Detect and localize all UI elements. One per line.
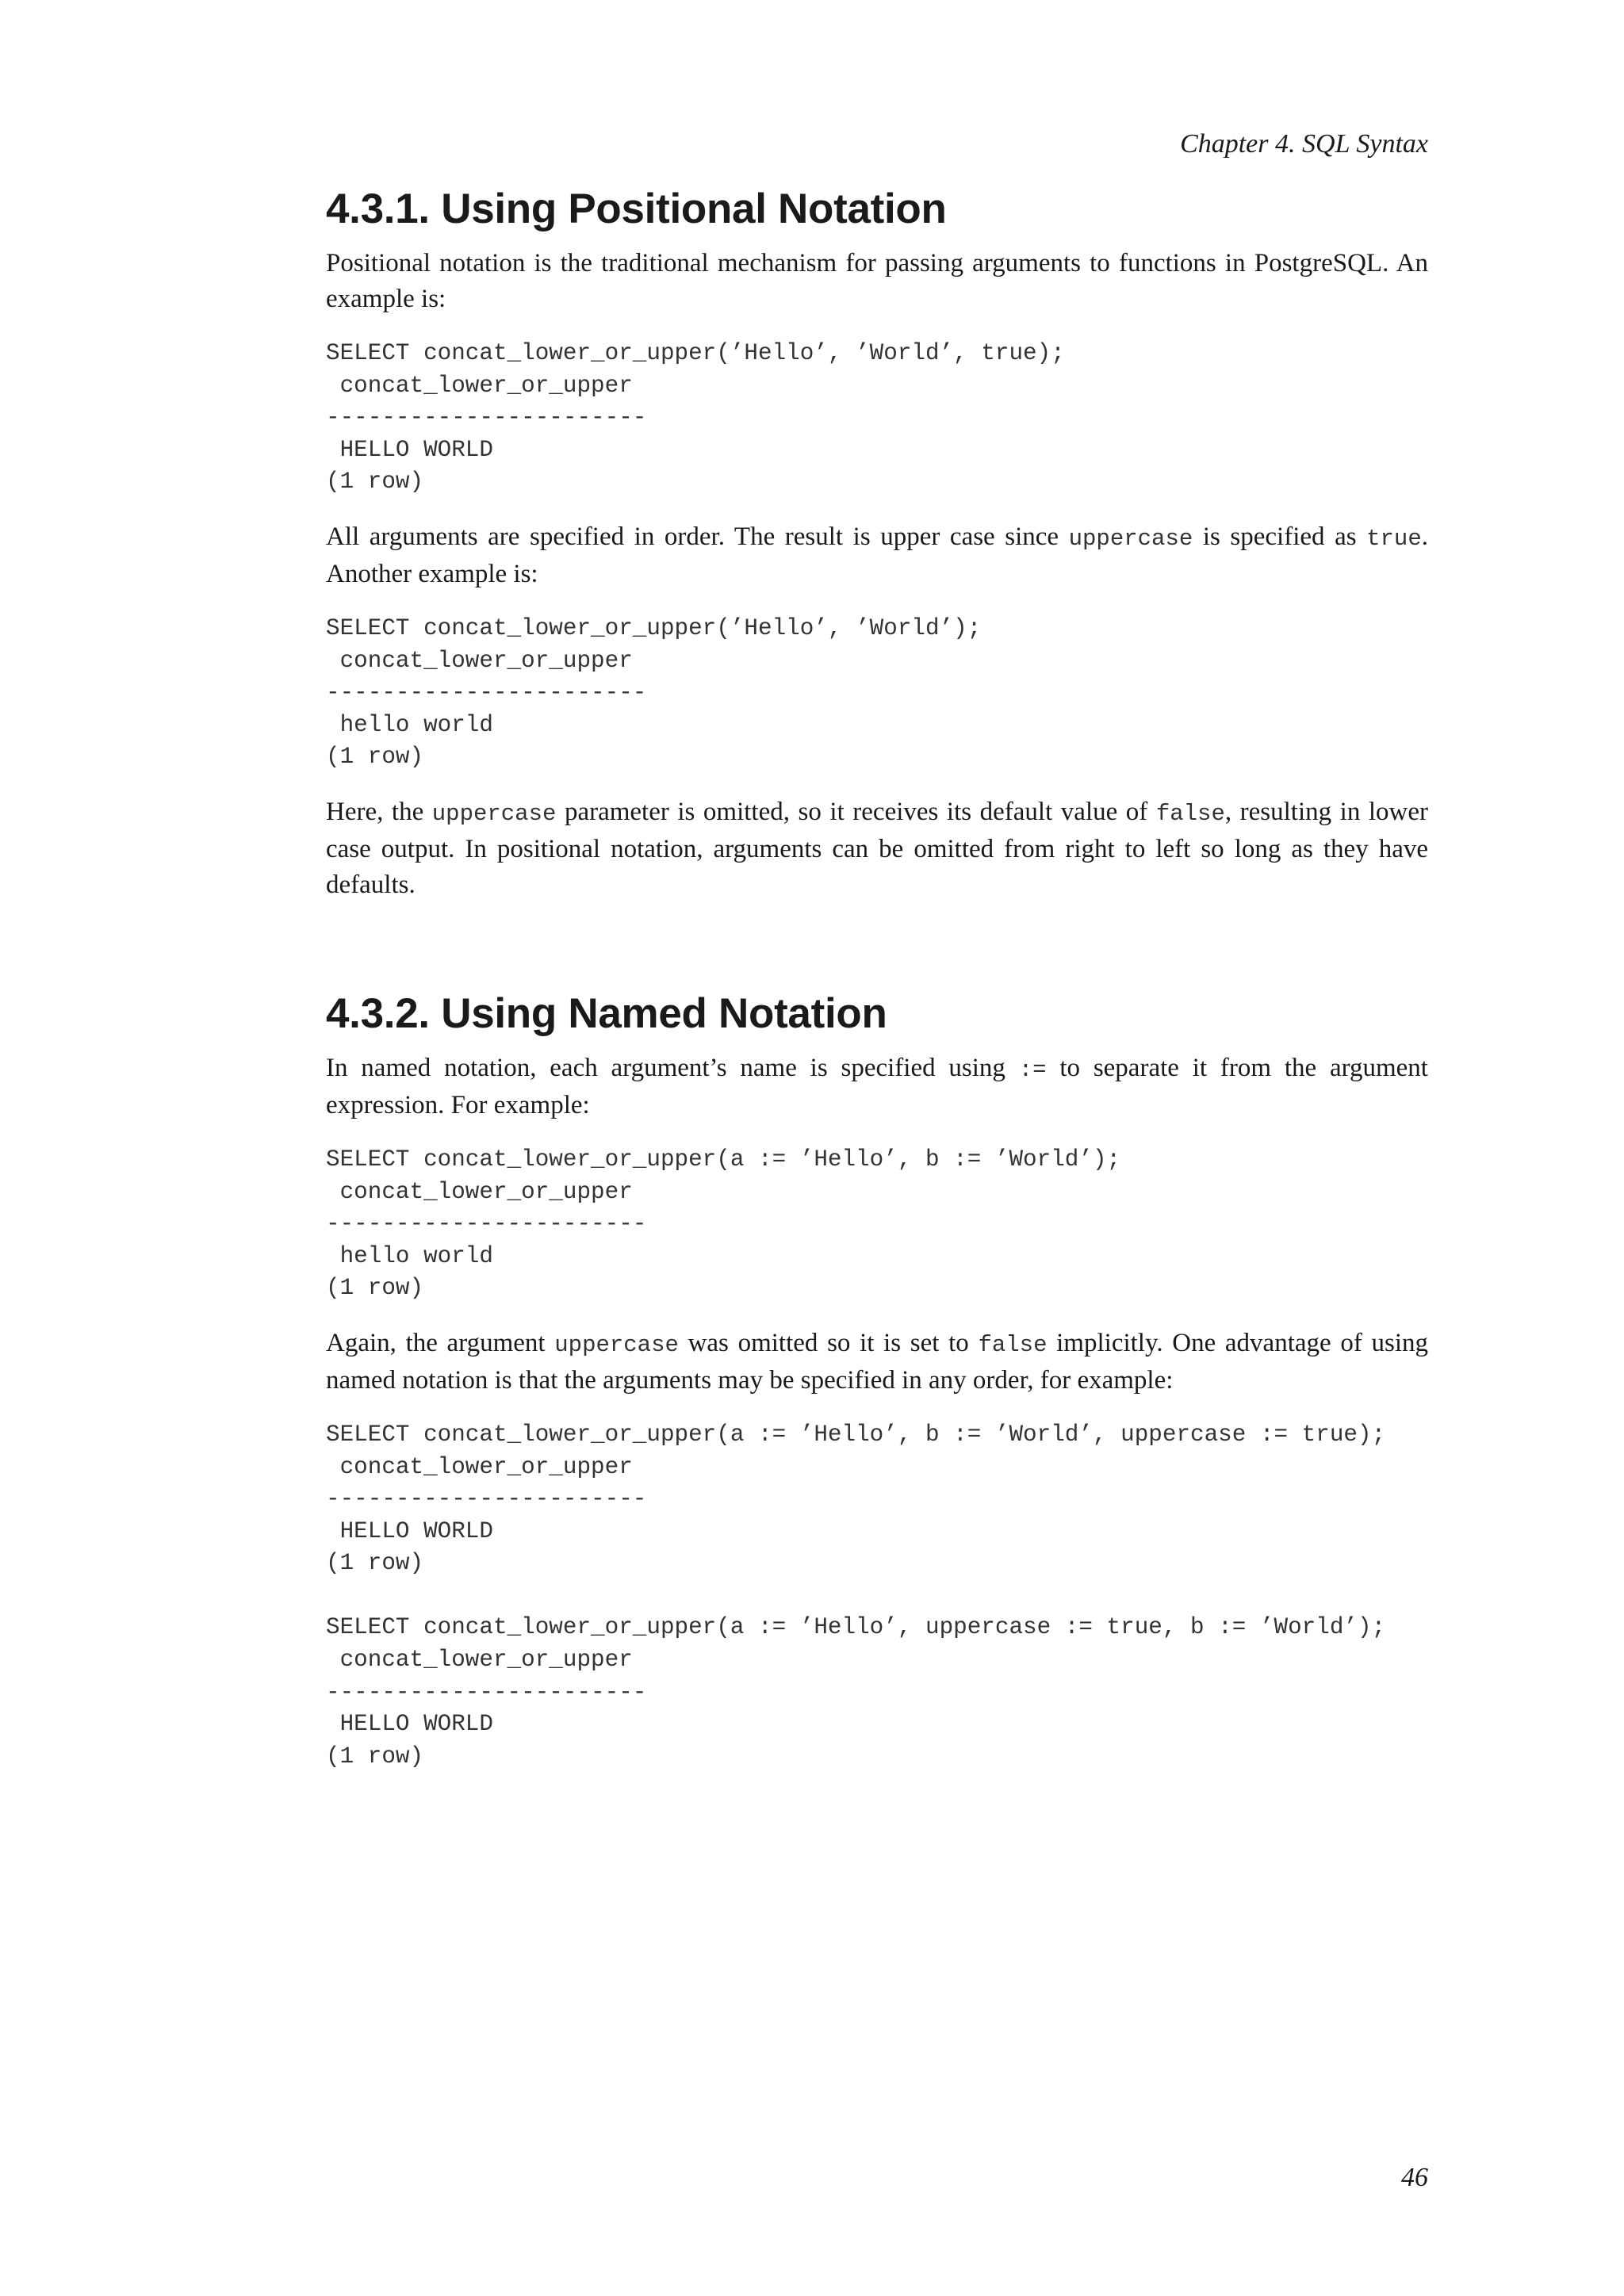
section-heading-named: 4.3.2. Using Named Notation bbox=[326, 989, 887, 1037]
inline-code-uppercase: uppercase bbox=[431, 800, 557, 827]
text-run: is specified as bbox=[1193, 522, 1367, 551]
section-heading-positional: 4.3.1. Using Positional Notation bbox=[326, 186, 947, 232]
paragraph-named-explain bbox=[326, 1326, 1428, 1399]
text-run: implicitly. One advantage of using named notation is that the arguments may be specified in any order, for example: bbox=[326, 1328, 1428, 1395]
text-run: . Another example is: bbox=[326, 522, 1428, 588]
inline-code-false: false bbox=[978, 1331, 1048, 1358]
text-run: parameter is omitted, so it receives its default value of bbox=[556, 797, 1156, 826]
text-run: was omitted so it is set to bbox=[678, 1328, 979, 1357]
page-content bbox=[326, 119, 1428, 1773]
code-block-positional-1: SELECT concat_lower_or_upper(’Hello’, ’World’, true); concat_lower_or_upper ----------------------- HELLO WORLD (1 row) bbox=[326, 340, 1065, 496]
paragraph-positional-explain bbox=[326, 519, 1428, 592]
text-run: In named notation, each argument’s name is specified using bbox=[326, 1053, 1019, 1082]
text-run: Again, the argument bbox=[326, 1328, 555, 1357]
page-number: 46 bbox=[1401, 2163, 1428, 2192]
paragraph-named-intro bbox=[326, 1050, 1428, 1123]
text-run: Here, the bbox=[326, 797, 432, 826]
code-block-named-1: SELECT concat_lower_or_upper(a := ’Hello’, b := ’World’); concat_lower_or_upper ----------------------- hello world (1 row) bbox=[326, 1146, 1121, 1302]
text-run: All arguments are specified in order. The result is upper case since bbox=[326, 522, 1069, 551]
paragraph-positional-defaults bbox=[326, 794, 1428, 903]
inline-code-assign: := bbox=[1018, 1056, 1047, 1083]
code-block-positional-2: SELECT concat_lower_or_upper(’Hello’, ’World’); concat_lower_or_upper ----------------------- hello world (1 row) bbox=[326, 614, 982, 771]
paragraph-positional-intro: Positional notation is the traditional mechanism for passing arguments to functions in PostgreSQL. An example is: bbox=[326, 249, 1428, 313]
inline-code-false: false bbox=[1155, 800, 1225, 827]
inline-code-uppercase: uppercase bbox=[1068, 525, 1193, 552]
inline-code-uppercase: uppercase bbox=[554, 1331, 679, 1358]
text-run: to separate it from the argument expression. For example: bbox=[326, 1053, 1428, 1119]
code-block-named-2: SELECT concat_lower_or_upper(a := ’Hello’, b := ’World’, uppercase := true); concat_lower_or_upper ----------------------- HELLO WORLD (1 row) SELECT concat_lower_or_upper(a := ’Hello’, uppercase := true, b := ’World’); concat_lower_or_upper ----------------------- HELLO WORLD (1 row) bbox=[326, 1421, 1386, 1770]
inline-code-true: true bbox=[1366, 525, 1422, 552]
running-header: Chapter 4. SQL Syntax bbox=[1180, 129, 1428, 159]
text-run: , resulting in lower case output. In positional notation, arguments can be omitted from right to left so long as they have defaults. bbox=[326, 797, 1428, 899]
